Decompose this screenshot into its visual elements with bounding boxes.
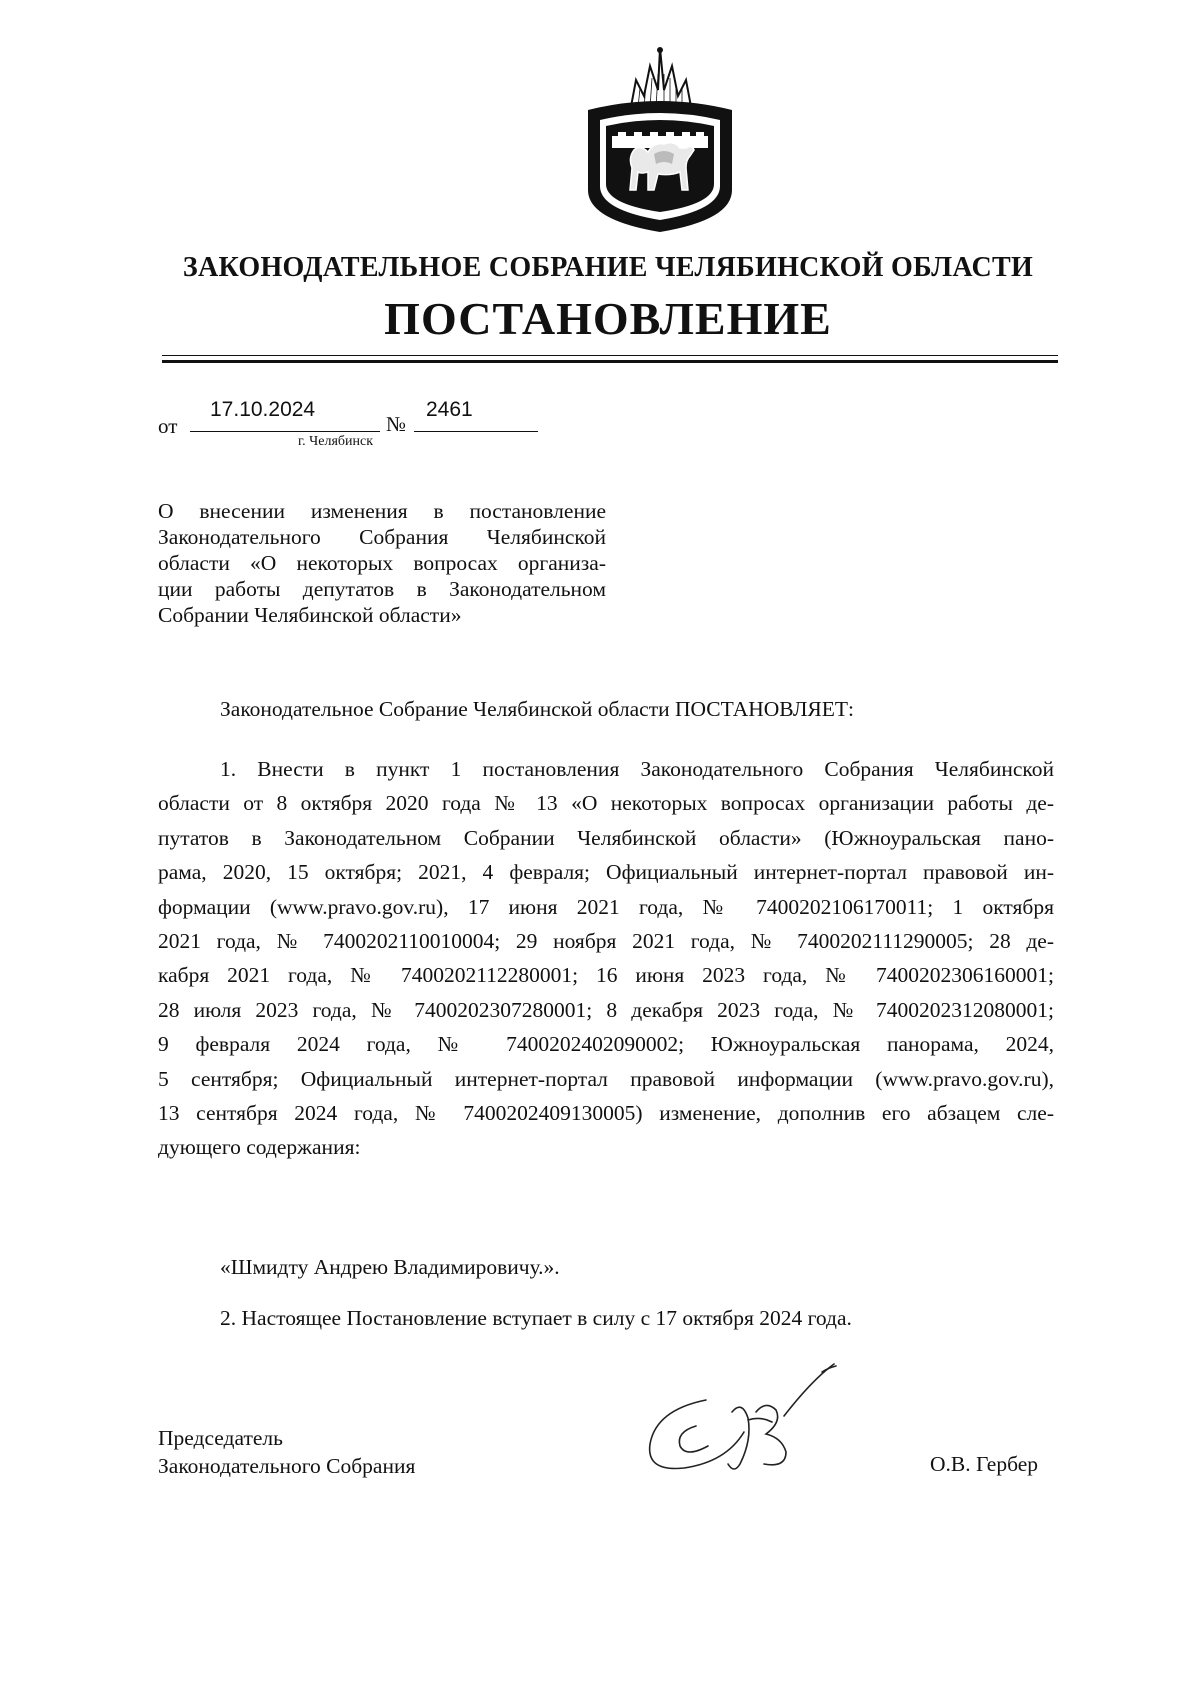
chelyabinsk-coat-of-arms-icon xyxy=(578,40,742,236)
subject-line: Собрании Челябинской области» xyxy=(158,603,462,627)
header-rule-thick xyxy=(162,360,1058,363)
signatory-title-line: Председатель xyxy=(158,1426,283,1450)
body-line: кабря 2021 года, № 7400202112280001; 16 июня 2023 года, № 7400202306160001; xyxy=(158,963,1054,988)
subject-line: Законодательного Собрания Челябинской xyxy=(158,525,606,549)
subject-line: области «О некоторых вопросах организа- xyxy=(158,551,606,575)
item-1-paragraph xyxy=(158,752,1054,1165)
document-type: ПОСТАНОВЛЕНИЕ xyxy=(384,293,832,344)
inserted-paragraph-quote: «Шмидту Андрею Владимировичу.». xyxy=(220,1255,560,1279)
organization-name: ЗАКОНОДАТЕЛЬНОЕ СОБРАНИЕ ЧЕЛЯБИНСКОЙ ОБЛАСТИ xyxy=(182,252,1034,283)
signatory-title xyxy=(158,1424,415,1480)
subject-line: О внесении изменения в постановление xyxy=(158,499,606,523)
date-prefix: от xyxy=(158,414,178,438)
enactment-clause: Законодательное Собрание Челябинской области ПОСТАНОВЛЯЕТ: xyxy=(220,697,854,721)
item-2-paragraph: 2. Настоящее Постановление вступает в силу с 17 октября 2024 года. xyxy=(220,1306,852,1330)
subject-line: ции работы депутатов в Законодательном xyxy=(158,577,606,601)
document-date: 17.10.2024 xyxy=(210,398,316,421)
signatory-title-line: Законодательного Собрания xyxy=(158,1454,416,1478)
header-rule-thin xyxy=(162,355,1058,356)
body-line: области от 8 октября 2020 года № 13 «О некоторых вопросах организации работы де- xyxy=(158,791,1054,816)
body-line: 5 сентября; Официальный интернет-портал правовой информации (www.pravo.gov.ru), xyxy=(158,1066,1054,1091)
body-line: 2021 года, № 7400202110010004; 29 ноября 2021 года, № 7400202111290005; 28 де- xyxy=(158,929,1054,954)
number-underline xyxy=(414,431,538,432)
document-number: 2461 xyxy=(426,398,473,421)
body-line: путатов в Законодательном Собрании Челябинской области» (Южноуральская пано- xyxy=(158,825,1054,850)
body-line: формации (www.pravo.gov.ru), 17 июня 2021 года, № 7400202106170011; 1 октября xyxy=(158,894,1054,919)
body-line: 9 февраля 2024 года, № 7400202402090002; Южноуральская панорама, 2024, xyxy=(158,1032,1054,1057)
handwritten-signature-icon xyxy=(636,1360,866,1480)
body-line: 13 сентября 2024 года, № 7400202409130005) изменение, дополнив его абзацем сле- xyxy=(158,1101,1054,1126)
registration-line xyxy=(158,398,678,458)
date-underline xyxy=(190,431,380,432)
city-label: г. Челябинск xyxy=(298,434,374,449)
body-line: рама, 2020, 15 октября; 2021, 4 февраля; Официальный интернет-портал правовой ин- xyxy=(158,860,1054,885)
number-prefix: № xyxy=(386,412,407,436)
body-line: дующего содержания: xyxy=(158,1135,361,1160)
document-subject xyxy=(158,498,606,628)
signatory-name: О.В. Гербер xyxy=(930,1452,1039,1476)
body-line: 1. Внести в пункт 1 постановления Законодательного Собрания Челябинской xyxy=(220,757,1054,781)
body-line: 28 июля 2023 года, № 7400202307280001; 8 декабря 2023 года, № 7400202312080001; xyxy=(158,997,1054,1022)
